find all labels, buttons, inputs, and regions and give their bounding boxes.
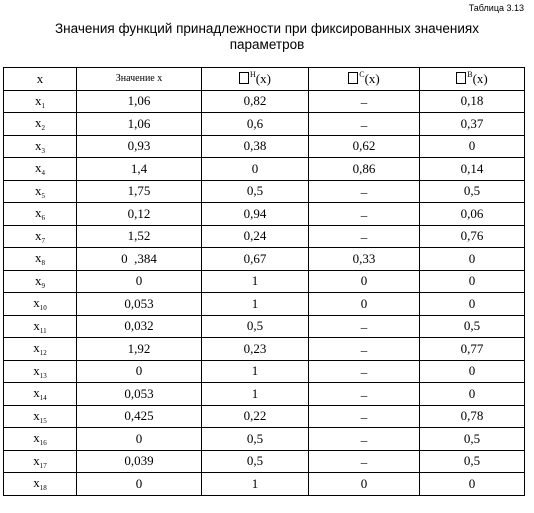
cell-x xyxy=(4,338,77,361)
cell-x xyxy=(4,360,77,383)
cell-value-text: 0 xyxy=(135,363,143,379)
cell-x-letter: x xyxy=(33,340,40,356)
cell-mu-b-text: 0,5 xyxy=(463,183,481,199)
cell-value-text: 0 xyxy=(135,273,143,289)
cell-value-text: 0,032 xyxy=(124,318,154,334)
cell-mu-c-text: _ xyxy=(360,337,368,353)
cell-value xyxy=(77,248,202,271)
cell-mu-h xyxy=(202,203,309,226)
cell-x-index: 14 xyxy=(39,394,47,403)
cell-mu-c xyxy=(309,248,420,271)
cell-mu-b-text: 0,37 xyxy=(460,115,484,131)
cell-mu-b-text: 0,5 xyxy=(463,430,481,446)
header-mu-b-arg: (x) xyxy=(472,71,488,87)
cell-mu-c xyxy=(309,203,420,226)
header-mu-b xyxy=(420,68,525,91)
cell-value-text: 0,93 xyxy=(127,138,151,154)
cell-value-text: 0 xyxy=(135,430,143,446)
cell-x xyxy=(4,225,77,248)
table-title-line-2: параметров xyxy=(229,37,305,52)
cell-value xyxy=(77,383,202,406)
cell-value-text: 1,06 xyxy=(127,93,151,109)
cell-x-index: 4 xyxy=(41,169,45,178)
table-row xyxy=(4,473,525,496)
table-header-row xyxy=(4,68,525,91)
cell-x-index: 10 xyxy=(39,304,47,313)
cell-x-index: 11 xyxy=(39,326,47,335)
cell-x-letter: x xyxy=(33,295,40,311)
header-value: Значение x xyxy=(77,68,202,91)
cell-mu-h xyxy=(202,158,309,181)
cell-x-letter: x xyxy=(33,475,40,491)
cell-value-text: 0,039 xyxy=(124,453,154,469)
table-row xyxy=(4,180,525,203)
table-row xyxy=(4,428,525,451)
cell-mu-c-text: 0,62 xyxy=(352,138,376,154)
table-row xyxy=(4,293,525,316)
cell-x-letter: x xyxy=(35,272,42,288)
cell-mu-h xyxy=(202,360,309,383)
cell-x-letter: x xyxy=(33,407,40,423)
cell-mu-h xyxy=(202,113,309,136)
cell-mu-b xyxy=(420,338,525,361)
mu-symbol-icon xyxy=(348,72,358,84)
header-mu-c xyxy=(309,68,420,91)
cell-mu-b xyxy=(420,428,525,451)
cell-mu-c-text: _ xyxy=(360,382,368,398)
cell-mu-h xyxy=(202,450,309,473)
cell-x-index: 12 xyxy=(39,349,47,358)
cell-value-text: 0 xyxy=(135,475,143,491)
cell-x-index: 1 xyxy=(41,101,45,110)
cell-mu-b xyxy=(420,203,525,226)
cell-mu-h xyxy=(202,383,309,406)
cell-x xyxy=(4,203,77,226)
cell-mu-b-text: 0 xyxy=(468,250,476,266)
cell-mu-c-text: _ xyxy=(360,405,368,421)
cell-x xyxy=(4,248,77,271)
cell-mu-b xyxy=(420,293,525,316)
cell-x-index: 8 xyxy=(41,259,45,268)
cell-mu-c-text: _ xyxy=(360,360,368,376)
cell-x xyxy=(4,90,77,113)
mu-symbol-icon xyxy=(456,72,466,84)
cell-mu-c-text: _ xyxy=(360,225,368,241)
table-row xyxy=(4,360,525,383)
cell-mu-c xyxy=(309,450,420,473)
cell-mu-b xyxy=(420,225,525,248)
cell-mu-b-text: 0,5 xyxy=(463,453,481,469)
cell-mu-c-text: 0 xyxy=(360,295,368,311)
cell-mu-b-text: 0,76 xyxy=(460,228,484,244)
cell-x xyxy=(4,405,77,428)
cell-mu-b-text: 0 xyxy=(468,363,476,379)
cell-x-index: 16 xyxy=(39,439,47,448)
cell-mu-h-text: 0,23 xyxy=(243,340,267,356)
cell-value-text: 0,12 xyxy=(127,205,151,221)
table-title-line-1: Значения функций принадлежности при фиксированных значениях xyxy=(55,21,479,36)
cell-value xyxy=(77,473,202,496)
cell-mu-h xyxy=(202,135,309,158)
cell-mu-c-text: _ xyxy=(360,90,368,106)
cell-mu-h-text: 1 xyxy=(251,363,259,379)
cell-mu-b xyxy=(420,450,525,473)
membership-table xyxy=(3,67,525,496)
cell-mu-h-text: 1 xyxy=(251,385,259,401)
table-title xyxy=(0,21,534,53)
cell-x xyxy=(4,180,77,203)
cell-mu-h xyxy=(202,428,309,451)
cell-value-text: 0,425 xyxy=(124,408,154,424)
cell-mu-c xyxy=(309,428,420,451)
cell-value xyxy=(77,405,202,428)
cell-x-index: 17 xyxy=(39,461,47,470)
cell-value xyxy=(77,158,202,181)
cell-value xyxy=(77,315,202,338)
cell-mu-b-text: 0 xyxy=(468,138,476,154)
header-mu-h xyxy=(202,68,309,91)
table-body xyxy=(4,90,525,495)
cell-mu-b-text: 0 xyxy=(468,475,476,491)
cell-value xyxy=(77,293,202,316)
cell-mu-b xyxy=(420,180,525,203)
cell-mu-b-text: 0,18 xyxy=(460,93,484,109)
cell-x-index: 18 xyxy=(39,484,47,493)
cell-mu-h xyxy=(202,315,309,338)
cell-mu-h xyxy=(202,405,309,428)
table-row xyxy=(4,113,525,136)
cell-mu-c xyxy=(309,270,420,293)
cell-x-index: 15 xyxy=(39,416,47,425)
cell-x-letter: x xyxy=(33,452,40,468)
cell-mu-b-text: 0,5 xyxy=(463,318,481,334)
cell-mu-c xyxy=(309,293,420,316)
header-mu-c-arg: (x) xyxy=(364,71,380,87)
cell-mu-b xyxy=(420,473,525,496)
cell-mu-c-text: _ xyxy=(360,450,368,466)
cell-x-letter: x xyxy=(35,160,42,176)
cell-mu-c-text: _ xyxy=(360,427,368,443)
cell-x-letter: x xyxy=(35,182,42,198)
cell-value-text: 1,06 xyxy=(127,115,151,131)
cell-mu-b xyxy=(420,383,525,406)
cell-value xyxy=(77,113,202,136)
cell-mu-c-text: 0 xyxy=(360,273,368,289)
cell-mu-c xyxy=(309,225,420,248)
cell-x-index: 9 xyxy=(41,281,45,290)
cell-x-index: 7 xyxy=(41,236,45,245)
cell-x-index: 6 xyxy=(41,214,45,223)
cell-mu-h-text: 0,5 xyxy=(246,430,264,446)
cell-mu-c xyxy=(309,360,420,383)
table-row xyxy=(4,203,525,226)
cell-mu-h-text: 0,67 xyxy=(243,250,267,266)
cell-x xyxy=(4,315,77,338)
cell-x-letter: x xyxy=(33,362,40,378)
cell-mu-c-text: _ xyxy=(360,315,368,331)
table-row xyxy=(4,383,525,406)
cell-mu-b xyxy=(420,270,525,293)
cell-mu-h xyxy=(202,338,309,361)
cell-x-letter: x xyxy=(35,205,42,221)
cell-mu-b xyxy=(420,315,525,338)
cell-value xyxy=(77,180,202,203)
table-row xyxy=(4,315,525,338)
cell-mu-h-text: 0,5 xyxy=(246,318,264,334)
cell-x xyxy=(4,113,77,136)
cell-mu-c-text: 0,86 xyxy=(352,160,376,176)
cell-mu-h-text: 0,5 xyxy=(246,183,264,199)
cell-mu-b xyxy=(420,158,525,181)
cell-x xyxy=(4,473,77,496)
table-row xyxy=(4,338,525,361)
cell-value xyxy=(77,338,202,361)
cell-mu-b-text: 0,14 xyxy=(460,160,484,176)
table-row xyxy=(4,90,525,113)
cell-value xyxy=(77,90,202,113)
cell-mu-b-text: 0,78 xyxy=(460,408,484,424)
cell-x-index: 13 xyxy=(39,371,47,380)
cell-mu-c xyxy=(309,338,420,361)
cell-mu-h-text: 1 xyxy=(251,295,259,311)
table-number: Таблица 3.13 xyxy=(468,3,524,13)
header-mu-h-sup: H xyxy=(250,70,256,80)
cell-x-index: 5 xyxy=(41,191,45,200)
table-row xyxy=(4,450,525,473)
cell-value xyxy=(77,135,202,158)
cell-value xyxy=(77,203,202,226)
cell-value xyxy=(77,428,202,451)
cell-mu-c-text: 0 xyxy=(360,475,368,491)
cell-mu-h xyxy=(202,225,309,248)
cell-mu-c xyxy=(309,158,420,181)
cell-x-index: 3 xyxy=(41,146,45,155)
cell-mu-b-text: 0 xyxy=(468,273,476,289)
cell-x xyxy=(4,450,77,473)
table-row xyxy=(4,225,525,248)
cell-value-text: 1,52 xyxy=(127,228,151,244)
cell-value-text: 0,053 xyxy=(124,385,154,401)
cell-mu-h xyxy=(202,293,309,316)
cell-x xyxy=(4,383,77,406)
cell-mu-h-text: 0 xyxy=(251,160,259,176)
cell-mu-c xyxy=(309,180,420,203)
cell-mu-b xyxy=(420,248,525,271)
cell-mu-h-text: 0,38 xyxy=(243,138,267,154)
cell-mu-h-text: 0,22 xyxy=(243,408,267,424)
cell-mu-h-text: 1 xyxy=(251,475,259,491)
cell-x-letter: x xyxy=(33,385,40,401)
cell-x-index: 2 xyxy=(41,124,45,133)
cell-mu-h xyxy=(202,90,309,113)
cell-mu-b-text: 0,77 xyxy=(460,340,484,356)
cell-mu-h xyxy=(202,270,309,293)
cell-mu-b xyxy=(420,113,525,136)
table-row xyxy=(4,405,525,428)
cell-mu-b xyxy=(420,405,525,428)
cell-value-text: 1,75 xyxy=(127,183,151,199)
cell-value xyxy=(77,225,202,248)
cell-x xyxy=(4,293,77,316)
cell-value xyxy=(77,270,202,293)
cell-x-letter: x xyxy=(35,115,42,131)
cell-mu-c-text: _ xyxy=(360,202,368,218)
cell-value xyxy=(77,360,202,383)
header-x: x xyxy=(4,68,77,91)
cell-mu-h xyxy=(202,473,309,496)
cell-mu-c-text: _ xyxy=(360,112,368,128)
cell-value-text: 1,92 xyxy=(127,340,151,356)
cell-mu-h-text: 1 xyxy=(251,273,259,289)
cell-x-letter: x xyxy=(35,250,42,266)
cell-mu-c-text: 0,33 xyxy=(352,250,376,266)
cell-mu-c xyxy=(309,90,420,113)
table-row xyxy=(4,135,525,158)
header-mu-b-sup: B xyxy=(467,70,473,80)
table-row xyxy=(4,158,525,181)
cell-mu-h xyxy=(202,248,309,271)
cell-x-letter: x xyxy=(35,227,42,243)
cell-x xyxy=(4,270,77,293)
cell-x xyxy=(4,428,77,451)
cell-value-text: 0,053 xyxy=(124,295,154,311)
cell-x-letter: x xyxy=(35,92,42,108)
cell-mu-h-text: 0,24 xyxy=(243,228,267,244)
cell-mu-b-text: 0 xyxy=(468,295,476,311)
header-mu-c-sup: C xyxy=(359,70,365,80)
table-row xyxy=(4,248,525,271)
table-row xyxy=(4,270,525,293)
cell-mu-h-text: 0,5 xyxy=(246,453,264,469)
cell-x-letter: x xyxy=(35,137,42,153)
cell-mu-c xyxy=(309,383,420,406)
cell-mu-c-text: _ xyxy=(360,180,368,196)
cell-value-text: 0 ,384 xyxy=(121,250,157,266)
cell-x xyxy=(4,135,77,158)
cell-mu-h-text: 0,82 xyxy=(243,93,267,109)
cell-mu-b-text: 0,06 xyxy=(460,205,484,221)
cell-mu-c xyxy=(309,135,420,158)
cell-mu-b xyxy=(420,135,525,158)
cell-mu-b-text: 0 xyxy=(468,385,476,401)
cell-mu-h xyxy=(202,180,309,203)
cell-x-letter: x xyxy=(33,430,40,446)
header-mu-h-arg: (x) xyxy=(255,71,271,87)
cell-mu-c xyxy=(309,405,420,428)
cell-value xyxy=(77,450,202,473)
cell-mu-c xyxy=(309,473,420,496)
cell-mu-c xyxy=(309,113,420,136)
mu-symbol-icon xyxy=(239,72,249,84)
cell-mu-h-text: 0,94 xyxy=(243,205,267,221)
cell-mu-b xyxy=(420,90,525,113)
cell-mu-b xyxy=(420,360,525,383)
cell-mu-c xyxy=(309,315,420,338)
cell-value-text: 1,4 xyxy=(130,160,148,176)
cell-mu-h-text: 0,6 xyxy=(246,115,264,131)
cell-x xyxy=(4,158,77,181)
cell-x-letter: x xyxy=(33,317,40,333)
